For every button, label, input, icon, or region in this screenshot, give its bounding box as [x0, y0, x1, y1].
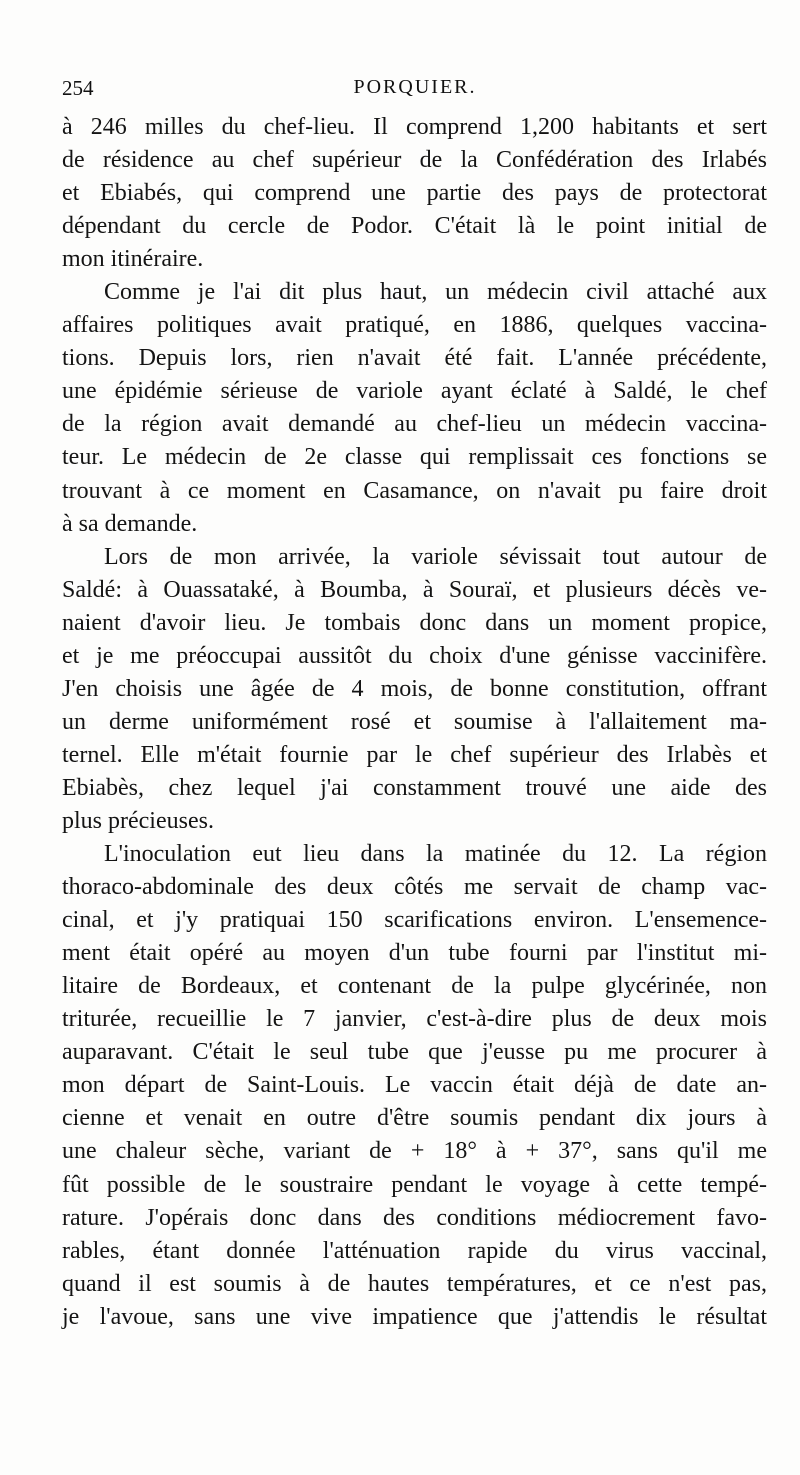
text-line: thoraco-abdominale des deux côtés me servait de champ vac-	[62, 874, 767, 901]
paragraph	[62, 541, 767, 838]
text-line: une chaleur sèche, variant de + 18° à + 37°, sans qu'il me	[62, 1138, 767, 1165]
text-line: litaire de Bordeaux, et contenant de la pulpe glycérinée, non	[62, 973, 767, 1000]
text-line: de résidence au chef supérieur de la Confédération des Irlabés	[62, 147, 767, 174]
text-line: mon itinéraire.	[62, 246, 204, 273]
text-line: trouvant à ce moment en Casamance, on n'avait pu faire droit	[62, 477, 767, 504]
text-line: cienne et venait en outre d'être soumis pendant dix jours à	[62, 1105, 767, 1132]
text-line: tions. Depuis lors, rien n'avait été fait. L'année précédente,	[62, 345, 767, 372]
text-line: naient d'avoir lieu. Je tombais donc dans un moment propice,	[62, 609, 767, 636]
text-line: J'en choisis une âgée de 4 mois, de bonne constitution, offrant	[62, 675, 767, 702]
text-line: une épidémie sérieuse de variole ayant éclaté à Saldé, le chef	[62, 378, 767, 405]
text-line: à sa demande.	[62, 510, 198, 537]
text-line: cinal, et j'y pratiquai 150 scarifications environ. L'ensemence-	[62, 907, 767, 934]
text-line: Saldé: à Ouassataké, à Boumba, à Souraï, et plusieurs décès ve-	[62, 576, 767, 603]
page-header	[62, 76, 768, 110]
text-line: triturée, recueillie le 7 janvier, c'est-à-dire plus de deux mois	[62, 1006, 767, 1033]
page-number: 254	[62, 76, 94, 100]
text-line: Ebiabès, chez lequel j'ai constamment trouvé une aide des	[62, 774, 767, 801]
text-line: un derme uniformément rosé et soumise à l'allaitement ma-	[62, 708, 767, 735]
text-line: fût possible de le soustraire pendant le voyage à cette tempé-	[62, 1171, 767, 1198]
body-text	[62, 111, 767, 1334]
running-head: PORQUIER.	[353, 76, 477, 98]
text-line: et je me préoccupai aussitôt du choix d'une génisse vaccinifère.	[62, 642, 767, 669]
text-line: mon départ de Saint-Louis. Le vaccin était déjà de date an-	[62, 1072, 767, 1099]
text-line: et Ebiabés, qui comprend une partie des pays de protectorat	[62, 180, 767, 207]
text-line: rables, étant donnée l'atténuation rapide du virus vaccinal,	[62, 1237, 767, 1264]
text-line: rature. J'opérais donc dans des conditions médiocrement favo-	[62, 1204, 767, 1231]
text-line: de la région avait demandé au chef-lieu un médecin vaccina-	[62, 411, 767, 438]
text-line: plus précieuses.	[62, 807, 214, 834]
text-line: auparavant. C'était le seul tube que j'eusse pu me procurer à	[62, 1039, 767, 1066]
paragraph	[62, 111, 767, 276]
text-line: à 246 milles du chef-lieu. Il comprend 1,200 habitants et sert	[62, 114, 767, 140]
text-line: affaires politiques avait pratiqué, en 1886, quelques vaccina-	[62, 312, 767, 339]
text-line: ment était opéré au moyen d'un tube fourni par l'institut mi-	[62, 940, 767, 967]
text-line: teur. Le médecin de 2e classe qui remplissait ces fonctions se	[62, 444, 767, 471]
text-line: Lors de mon arrivée, la variole sévissait tout autour de	[104, 543, 767, 570]
text-line: L'inoculation eut lieu dans la matinée du 12. La région	[104, 841, 767, 868]
text-line: je l'avoue, sans une vive impatience que j'attendis le résultat	[62, 1303, 767, 1330]
paragraph	[62, 276, 767, 540]
text-line: ternel. Elle m'était fournie par le chef supérieur des Irlabès et	[62, 741, 767, 768]
paragraph	[62, 838, 767, 1334]
text-line: quand il est soumis à de hautes températures, et ce n'est pas,	[62, 1270, 767, 1297]
text-line: Comme je l'ai dit plus haut, un médecin civil attaché aux	[104, 279, 767, 306]
text-line: dépendant du cercle de Podor. C'était là le point initial de	[62, 213, 767, 240]
